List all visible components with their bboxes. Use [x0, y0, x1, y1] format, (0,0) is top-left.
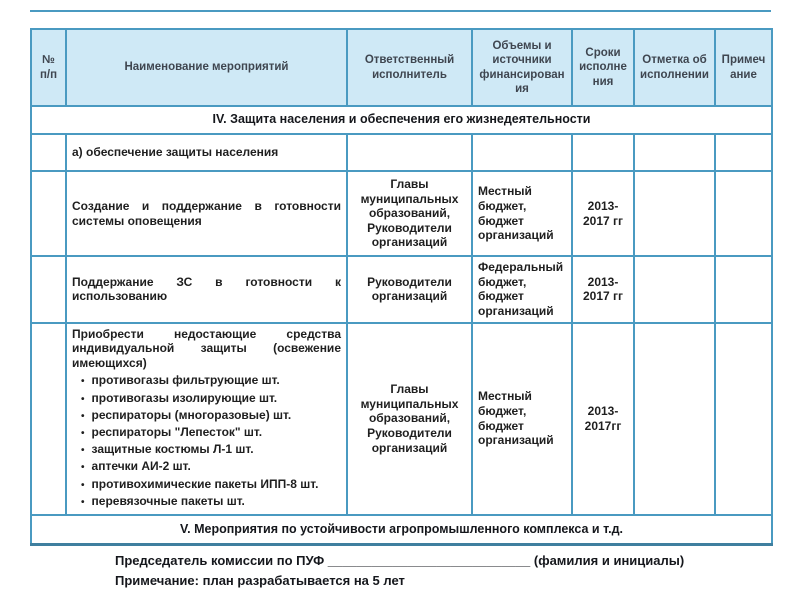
list-item: • противогазы фильтрующие шт. — [78, 373, 341, 388]
plan-table — [30, 28, 773, 546]
cell-name: Поддержание ЗС в готовности к использованию — [66, 256, 347, 323]
cell-name: Создание и поддержание в готовности системы оповещения — [66, 171, 347, 256]
cell-term: 2013-2017 гг — [572, 171, 634, 256]
section-row-v — [31, 515, 772, 545]
cell-executor: Главы муниципальных образований, Руководители организаций — [347, 323, 472, 515]
cell-executor — [347, 134, 472, 171]
col-header-name: Наименование мероприятий — [66, 29, 347, 106]
col-header-funding: Объемы и источники финансирования — [472, 29, 572, 106]
cell-note — [715, 171, 772, 256]
cell-mark — [634, 323, 715, 515]
list-item: • противохимические пакеты ИПП-8 шт. — [78, 477, 341, 492]
section-row-iv — [31, 106, 772, 134]
cell-term: 2013-2017 гг — [572, 256, 634, 323]
cell-funding: Местный бюджет, бюджет организаций — [472, 323, 572, 515]
col-header-num: № п/п — [31, 29, 66, 106]
section-v-title: V. Мероприятия по устойчивости агропромышленного комплекса и т.д. — [31, 515, 772, 545]
table-row-shelters — [31, 256, 772, 323]
cell-funding: Федеральный бюджет, бюджет организаций — [472, 256, 572, 323]
col-header-note: Примечание — [715, 29, 772, 106]
cell-mark — [634, 171, 715, 256]
footer-line-note: Примечание: план разрабатывается на 5 лет — [115, 573, 405, 588]
list-item: • защитные костюмы Л-1 шт. — [78, 442, 341, 457]
equipment-bullet-list — [72, 373, 341, 509]
cell-name — [66, 323, 347, 515]
list-item: • перевязочные пакеты шт. — [78, 494, 341, 509]
cell-num — [31, 171, 66, 256]
cell-mark — [634, 256, 715, 323]
cell-executor: Главы муниципальных образований, Руководители организаций — [347, 171, 472, 256]
cell-num — [31, 256, 66, 323]
cell-funding: Местный бюджет, бюджет организаций — [472, 171, 572, 256]
col-header-mark: Отметка об исполнении — [634, 29, 715, 106]
cell-note — [715, 256, 772, 323]
col-header-executor: Ответственный исполнитель — [347, 29, 472, 106]
cell-name: а) обеспечение защиты населения — [66, 134, 347, 171]
section-iv-title: IV. Защита населения и обеспечения его жизнедеятельности — [31, 106, 772, 134]
list-item: • респираторы (многоразовые) шт. — [78, 408, 341, 423]
list-item: • респираторы "Лепесток" шт. — [78, 425, 341, 440]
table-row-protective-equipment — [31, 323, 772, 515]
list-item: • противогазы изолирующие шт. — [78, 391, 341, 406]
cell-mark — [634, 134, 715, 171]
table-row-warning-system — [31, 171, 772, 256]
top-divider-line — [30, 10, 771, 12]
cell-funding — [472, 134, 572, 171]
cell-term: 2013-2017гг — [572, 323, 634, 515]
cell-executor: Руководители организаций — [347, 256, 472, 323]
table-row-subsection-a — [31, 134, 772, 171]
table-header-row — [31, 29, 772, 106]
footer-block — [115, 551, 684, 591]
cell-note — [715, 134, 772, 171]
cell-num — [31, 134, 66, 171]
col-header-term: Сроки исполнения — [572, 29, 634, 106]
cell-note — [715, 323, 772, 515]
list-item: • аптечки АИ-2 шт. — [78, 459, 341, 474]
cell-num — [31, 323, 66, 515]
footer-line-chairman: Председатель комиссии по ПУФ ____________________________ (фамилия и инициалы) — [115, 553, 685, 568]
cell-term — [572, 134, 634, 171]
row-intro-text: Приобрести недостающие средства индивидуальной защиты (освежение имеющихся) — [72, 326, 341, 370]
